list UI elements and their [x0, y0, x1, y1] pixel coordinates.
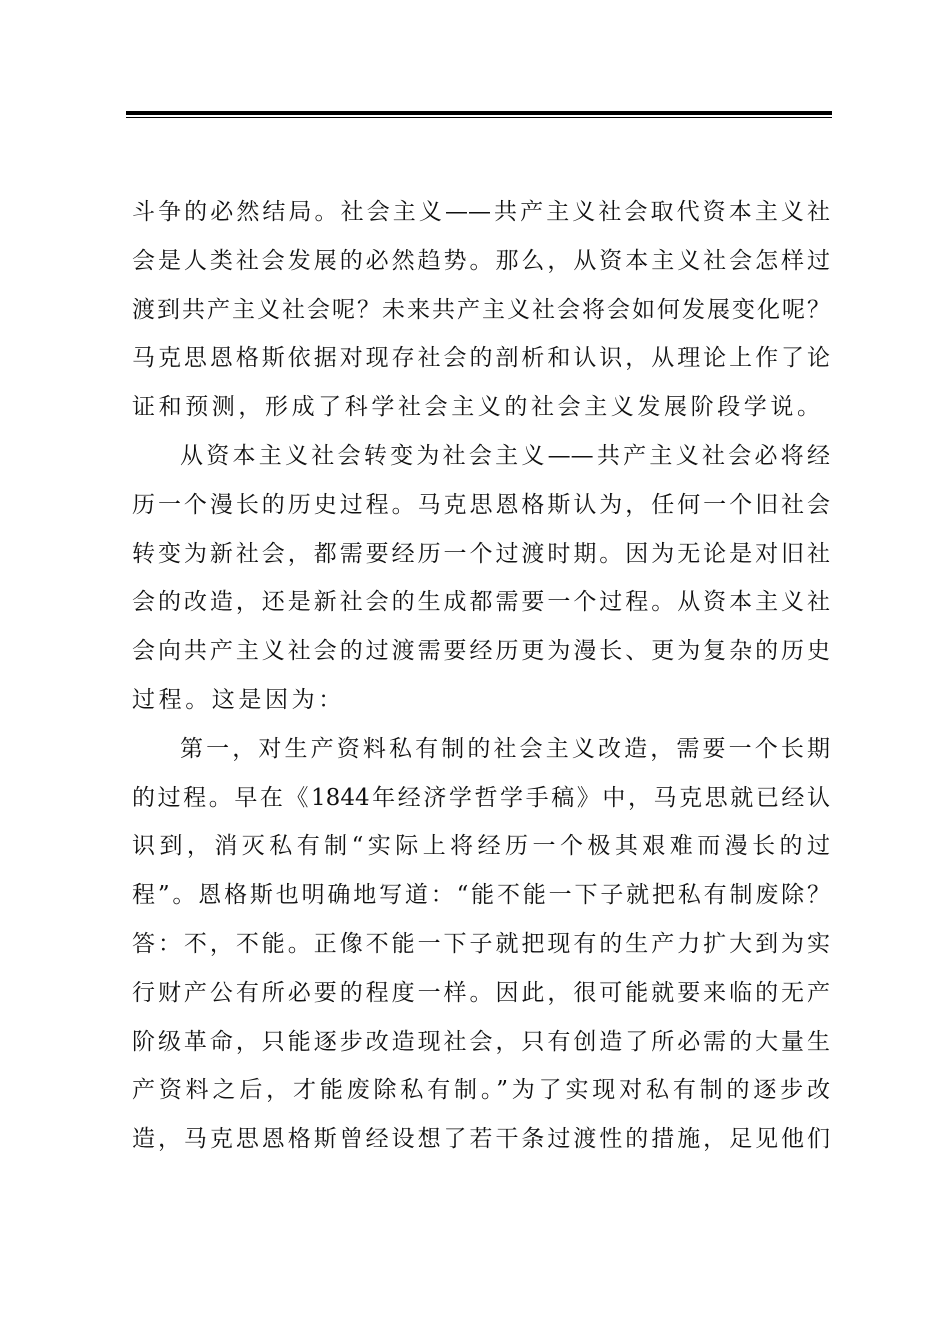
text-line: 会向共产主义社会的过渡需要经历更为漫长、更为复杂的历史	[132, 638, 830, 665]
text-line: 过程。这是因为：	[132, 686, 345, 713]
header-rule-thin	[126, 117, 832, 118]
text-line: 程”。恩格斯也明确地写道：“能不能一下子就把私有制废除？	[132, 882, 830, 909]
text-line: 马克思恩格斯依据对现存社会的剖析和认识，从理论上作了论	[132, 345, 830, 372]
text-line: 识到，消灭私有制“实际上将经历一个极其艰难而漫长的过	[132, 833, 830, 860]
text-line: 证和预测，形成了科学社会主义的社会主义发展阶段学说。	[132, 394, 824, 421]
text-line: 的过程。早在《1844年经济学哲学手稿》中，马克思就已经认	[132, 784, 830, 811]
text-line: 渡到共产主义社会呢？未来共产主义社会将会如何发展变化呢？	[132, 296, 830, 323]
text-line: 造，马克思恩格斯曾经设想了若干条过渡性的措施，足见他们	[132, 1126, 830, 1153]
text-line: 历一个漫长的历史过程。马克思恩格斯认为，任何一个旧社会	[132, 491, 830, 518]
text-line: 会是人类社会发展的必然趋势。那么，从资本主义社会怎样过	[132, 247, 830, 274]
text-line: 产资料之后，才能废除私有制。”为了实现对私有制的逐步改	[132, 1077, 830, 1104]
text-line: 阶级革命，只能逐步改造现社会，只有创造了所必需的大量生	[132, 1028, 830, 1055]
text-line: 第一，对生产资料私有制的社会主义改造，需要一个长期	[180, 735, 830, 762]
text-line: 答：不，不能。正像不能一下子就把现有的生产力扩大到为实	[132, 930, 830, 957]
text-line: 会的改造，还是新社会的生成都需要一个过程。从资本主义社	[132, 589, 830, 616]
header-double-rule	[126, 111, 832, 118]
text-line: 转变为新社会，都需要经历一个过渡时期。因为无论是对旧社	[132, 540, 830, 567]
text-line: 斗争的必然结局。社会主义——共产主义社会取代资本主义社	[132, 199, 830, 225]
text-line: 从资本主义社会转变为社会主义——共产主义社会必将经	[180, 442, 830, 469]
text-line: 行财产公有所必要的程度一样。因此，很可能就要来临的无产	[132, 979, 830, 1006]
document-body	[132, 188, 830, 1164]
